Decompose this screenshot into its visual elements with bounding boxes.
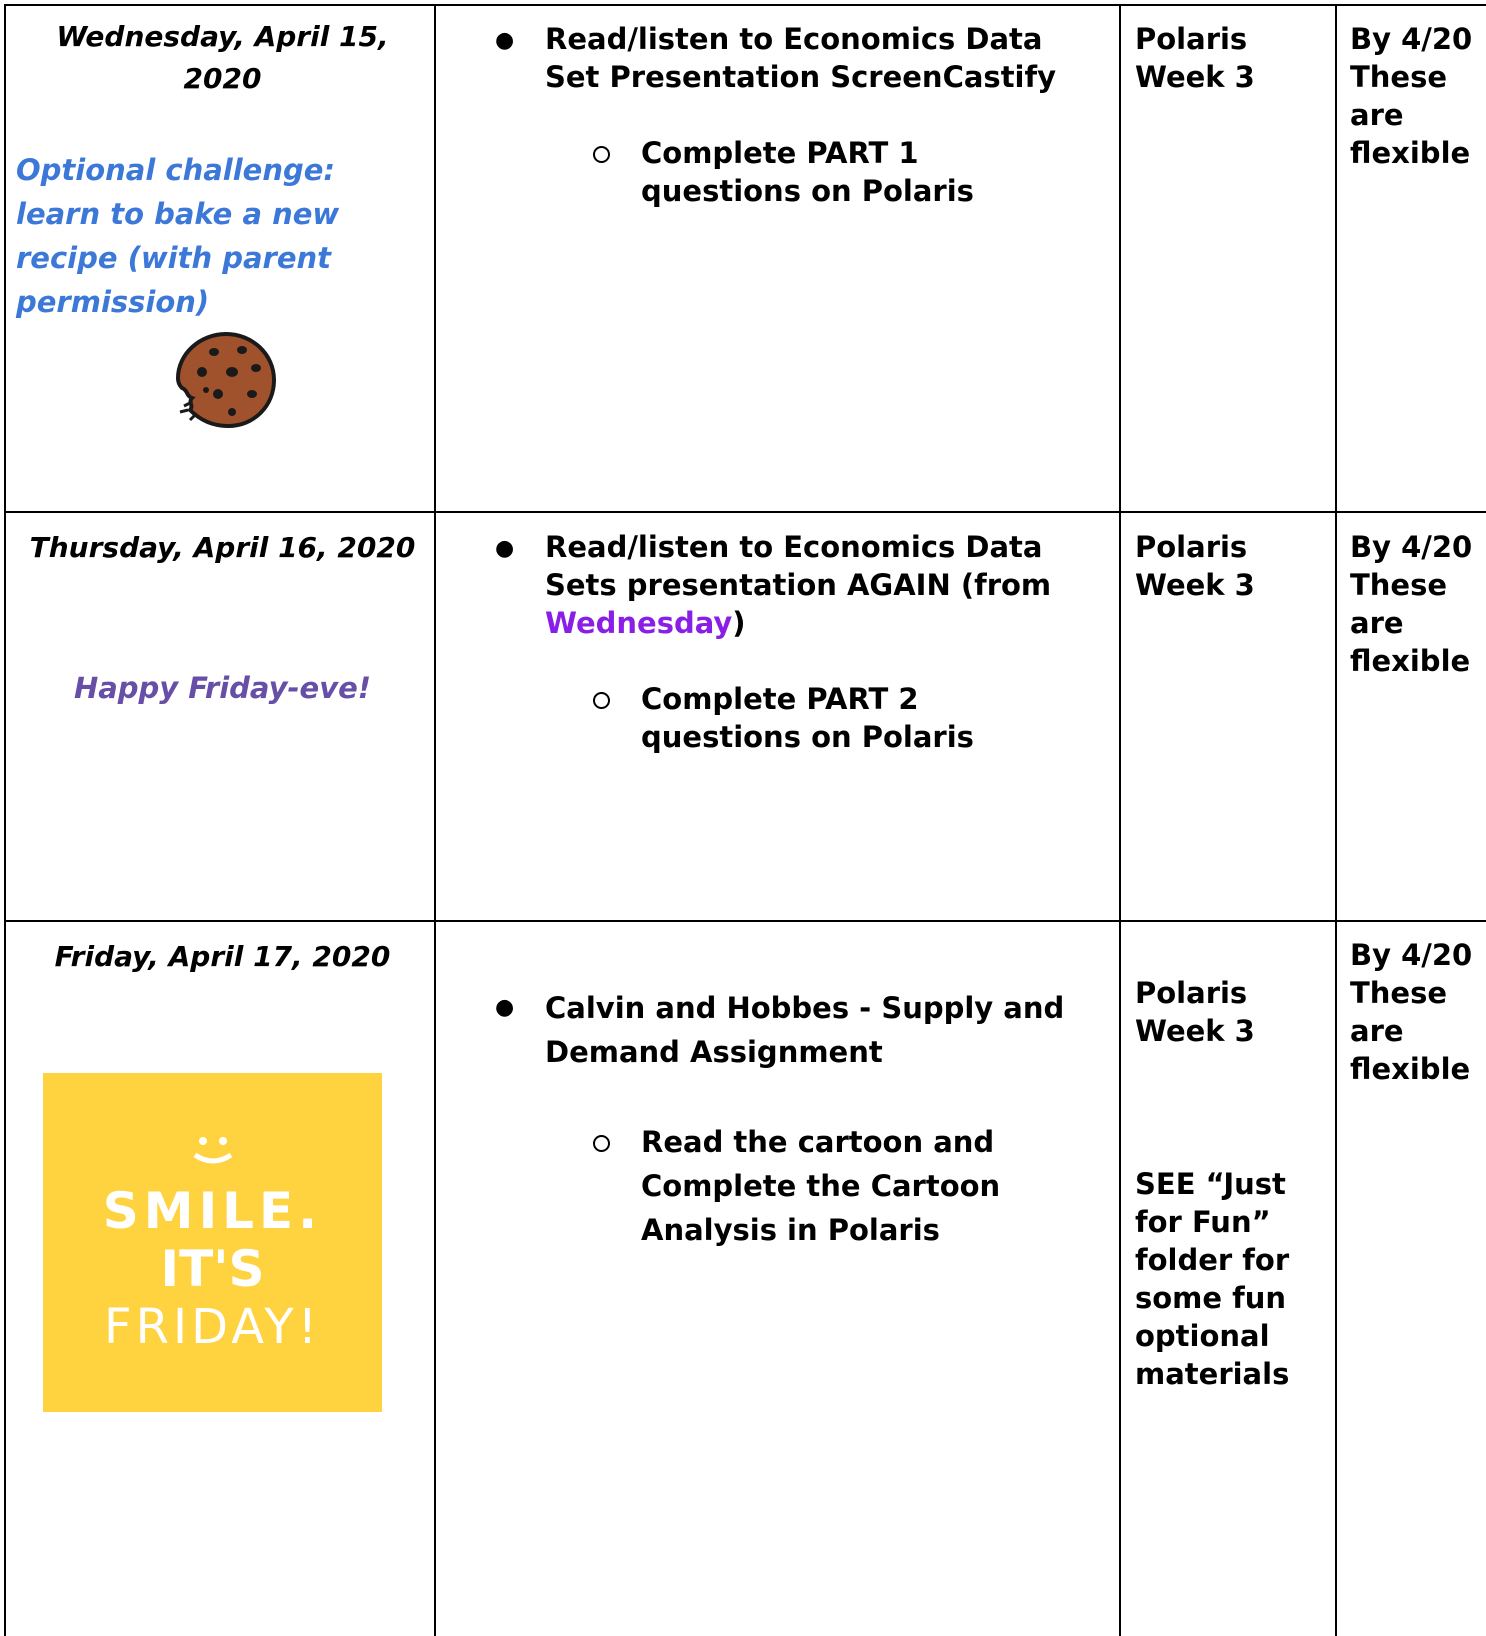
bullet-icon: ● (495, 28, 515, 53)
main-task: Calvin and Hobbes - Supply and Demand Assignment (545, 991, 1065, 1069)
column-divider (434, 4, 436, 1636)
due-label: By 4/20 These are flexible (1350, 22, 1473, 170)
bullet-icon: ● (495, 536, 515, 561)
main-task-highlight: Wednesday (545, 606, 733, 640)
sub-bullet-icon (593, 146, 610, 163)
column-divider (1335, 4, 1337, 1636)
poster-line-its: IT'S (160, 1240, 265, 1298)
sub-task: Complete PART 2 questions on Polaris (641, 682, 974, 754)
resource-label: Polaris Week 3 (1135, 22, 1255, 94)
smile-friday-poster (43, 1073, 382, 1412)
date-label: Thursday, April 16, 2020 (29, 531, 416, 564)
row-divider (4, 920, 1486, 922)
main-task-text-end: ) (732, 606, 746, 640)
main-task-text: Read/listen to Economics Data Sets presentation AGAIN (from (545, 530, 1052, 602)
cookie-image (172, 328, 280, 432)
resource-label: Polaris Week 3 (1135, 976, 1255, 1048)
smiley-face-svg (189, 1133, 237, 1169)
row-divider (4, 511, 1486, 513)
happy-note: Happy Friday-eve! (73, 671, 372, 705)
due-label: By 4/20 These are flexible (1350, 938, 1473, 1086)
resource-label: Polaris Week 3 (1135, 530, 1255, 602)
sub-task: Complete PART 1 questions on Polaris (641, 136, 974, 208)
sub-bullet-icon (593, 692, 610, 709)
table-border-top (4, 4, 1486, 6)
sub-bullet-icon (593, 1135, 610, 1152)
poster-line-smile: SMILE. (102, 1182, 323, 1240)
column-divider (1119, 4, 1121, 1636)
bullet-icon: ● (495, 995, 515, 1020)
main-task (545, 528, 1105, 642)
due-label: By 4/20 These are flexible (1350, 530, 1473, 678)
main-task: Read/listen to Economics Data Set Presentation ScreenCastify (545, 22, 1057, 94)
poster-line-friday: FRIDAY! (104, 1299, 321, 1355)
table-border-left (4, 4, 6, 1636)
just-for-fun-note: SEE “Just for Fun” folder for some fun optional materials (1135, 1167, 1290, 1391)
smiley-face-icon (43, 1133, 382, 1176)
date-label: Wednesday, April 15, 2020 (56, 20, 389, 95)
sub-task: Read the cartoon and Complete the Cartoon Analysis in Polaris (641, 1125, 1001, 1247)
optional-challenge-note: Optional challenge: learn to bake a new recipe (with parent permission) (16, 153, 340, 319)
date-label: Friday, April 17, 2020 (54, 940, 391, 973)
